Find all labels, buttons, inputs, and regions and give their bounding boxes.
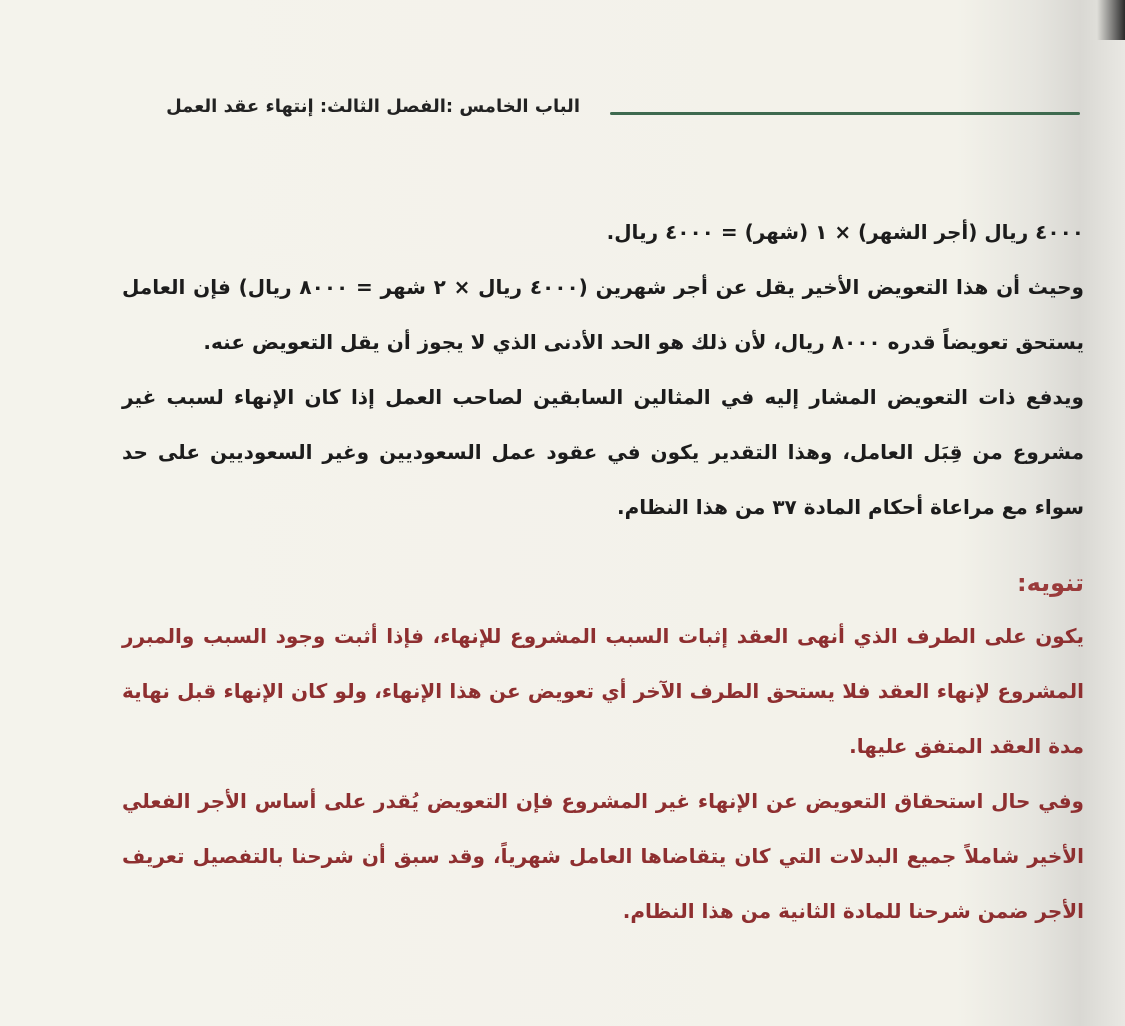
note-paragraph: يكون على الطرف الذي أنهى العقد إثبات السبب المشروع للإنهاء، فإذا أثبت وجود السبب والمبرر المشروع لإنهاء العقد فلا يستحق الطرف الآخر أي تعويض عن هذا الإنهاء، ولو كان الإنهاء قبل نهاية مدة العقد المتفق عليها. (122, 624, 1084, 758)
page-content (122, 205, 1084, 939)
header-rule (610, 112, 1080, 115)
running-header (120, 92, 1080, 132)
note-heading: تنويه: (1016, 569, 1084, 597)
main-text (122, 205, 1084, 535)
note-paragraph: وفي حال استحقاق التعويض عن الإنهاء غير المشروع فإن التعويض يُقدر على أساس الأجر الفعلي الأخير شاملاً جميع البدلات التي كان يتقاضاها العامل شهرياً، وقد سبق أن شرحنا بالتفصيل تعريف الأجر ضمن شرحنا للمادة الثانية من هذا النظام. (122, 789, 1084, 923)
chapter-title: الباب الخامس :الفصل الثالث: إنتهاء عقد العمل (166, 96, 580, 117)
paragraph: وحيث أن هذا التعويض الأخير يقل عن أجر شهرين (٤٠٠٠ ريال × ٢ شهر = ٨٠٠٠ ريال) فإن العامل يستحق تعويضاً قدره ٨٠٠٠ ريال، لأن ذلك هو الحد الأدنى الذي لا يجوز أن يقل التعويض عنه. (122, 275, 1084, 354)
paragraph: ويدفع ذات التعويض المشار إليه في المثالين السابقين لصاحب العمل إذا كان الإنهاء لسبب غير مشروع من قِبَل العامل، وهذا التقدير يكون في عقود عمل السعوديين وغير السعوديين على حد سواء مع مراعاة أحكام المادة ٣٧ من هذا النظام. (122, 385, 1084, 519)
paragraph: ٤٠٠٠ ريال (أجر الشهر) × ١ (شهر) = ٤٠٠٠ ريال. (606, 220, 1084, 244)
page-edge-shadow (1097, 0, 1125, 40)
note-text (122, 609, 1084, 939)
